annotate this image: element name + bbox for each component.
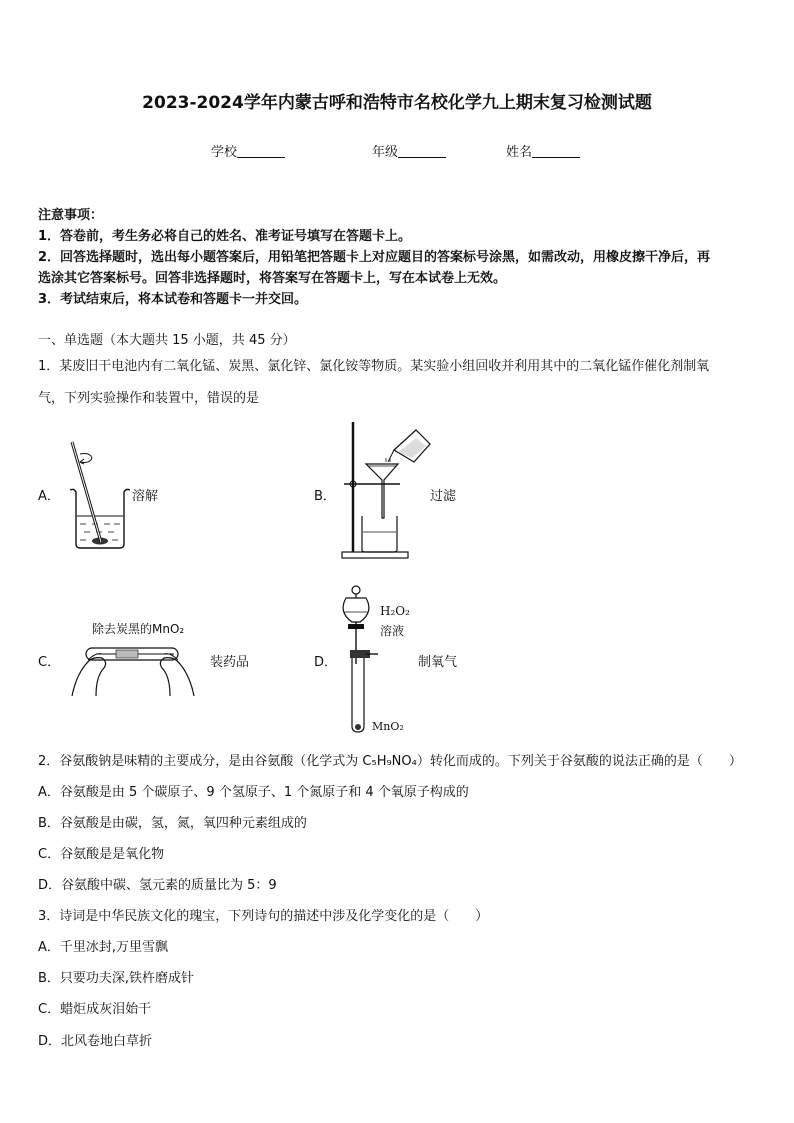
q1-option-c-label: 除去炭黑的MnO₂ xyxy=(92,622,185,636)
name-label: 姓名 xyxy=(506,145,533,160)
grade-blank xyxy=(398,145,446,158)
q1-option-b-letter: B． xyxy=(314,489,336,504)
q2-option-b: B．谷氨酸是由碳，氢，氮，氧四种元素组成的 xyxy=(38,816,307,831)
name-field xyxy=(506,141,580,160)
notice-item-2: 2．回答选择题时，选出每小题答案后，用铅笔把答题卡上对应题目的答案标号涂黑，如需改动，用橡皮擦干净后，再 xyxy=(38,250,711,265)
q1-option-c-caption: 装药品 xyxy=(210,655,250,670)
q2-stem: 2．谷氨酸钠是味精的主要成分，是由谷氨酸（化学式为 C₅H₉NO₄）转化而成的。下列关于谷氨酸的说法正确的是（ ） xyxy=(38,754,742,769)
oxygen-generator-figure xyxy=(336,584,380,736)
school-blank xyxy=(237,145,285,158)
school-field xyxy=(211,141,285,160)
test-tube-loading-figure xyxy=(66,636,200,698)
notice-heading: 注意事项： xyxy=(38,208,104,223)
q1-option-d-letter: D． xyxy=(314,655,338,670)
q3-option-d: D．北风卷地白草折 xyxy=(38,1034,153,1049)
notice-item-1: 1．答卷前，考生务必将自己的姓名、准考证号填写在答题卡上。 xyxy=(38,229,412,244)
q2-option-a: A．谷氨酸是由 5 个碳原子、9 个氢原子、1 个氮原子和 4 个氧原子构成的 xyxy=(38,785,469,800)
q3-option-b: B．只要功夫深,铁杵磨成针 xyxy=(38,971,195,986)
section-heading: 一、单选题（本大题共 15 小题，共 45 分） xyxy=(38,333,296,348)
q1-option-a-caption: 溶解 xyxy=(132,489,159,504)
exam-title: 2023-2024学年内蒙古呼和浩特市名校化学九上期末复习检测试题 xyxy=(142,93,652,113)
q2-option-d: D．谷氨酸中碳、氢元素的质量比为 5：9 xyxy=(38,878,277,893)
q3-option-a: A．千里冰封,万里雪飘 xyxy=(38,940,169,955)
grade-label: 年级 xyxy=(372,145,399,160)
q1-option-d-label-solution: 溶液 xyxy=(380,624,405,638)
q1-option-a-letter: A． xyxy=(38,489,60,504)
q1-option-d-label-h2o2: H₂O₂ xyxy=(380,604,410,618)
q1-option-c-letter: C． xyxy=(38,655,61,670)
q1-option-d-label-mno2: MnO₂ xyxy=(372,720,404,733)
q3-stem: 3．诗词是中华民族文化的瑰宝，下列诗句的描述中涉及化学变化的是（ ） xyxy=(38,909,489,924)
q1-stem-line2: 气，下列实验操作和装置中，错误的是 xyxy=(38,391,260,406)
notice-item-2-cont: 选涂其它答案标号。回答非选择题时，将答案写在答题卡上，写在本试卷上无效。 xyxy=(38,271,507,286)
q1-option-b-caption: 过滤 xyxy=(430,489,457,504)
dissolve-beaker-figure xyxy=(68,438,130,550)
school-label: 学校 xyxy=(211,145,238,160)
name-blank xyxy=(532,145,580,158)
grade-field xyxy=(372,141,446,160)
q1-option-d-caption: 制氧气 xyxy=(418,655,458,670)
q2-option-c: C．谷氨酸是是氧化物 xyxy=(38,847,165,862)
q3-option-c: C．蜡炬成灰泪始干 xyxy=(38,1002,152,1017)
notice-item-3: 3．考试结束后，将本试卷和答题卡一并交回。 xyxy=(38,292,308,307)
filtration-apparatus-figure xyxy=(338,420,432,560)
q1-stem-line1: 1．某废旧干电池内有二氧化锰、炭黑、氯化锌、氯化铵等物质。某实验小组回收并利用其中的二氧化锰作催化剂制氧 xyxy=(38,359,710,374)
